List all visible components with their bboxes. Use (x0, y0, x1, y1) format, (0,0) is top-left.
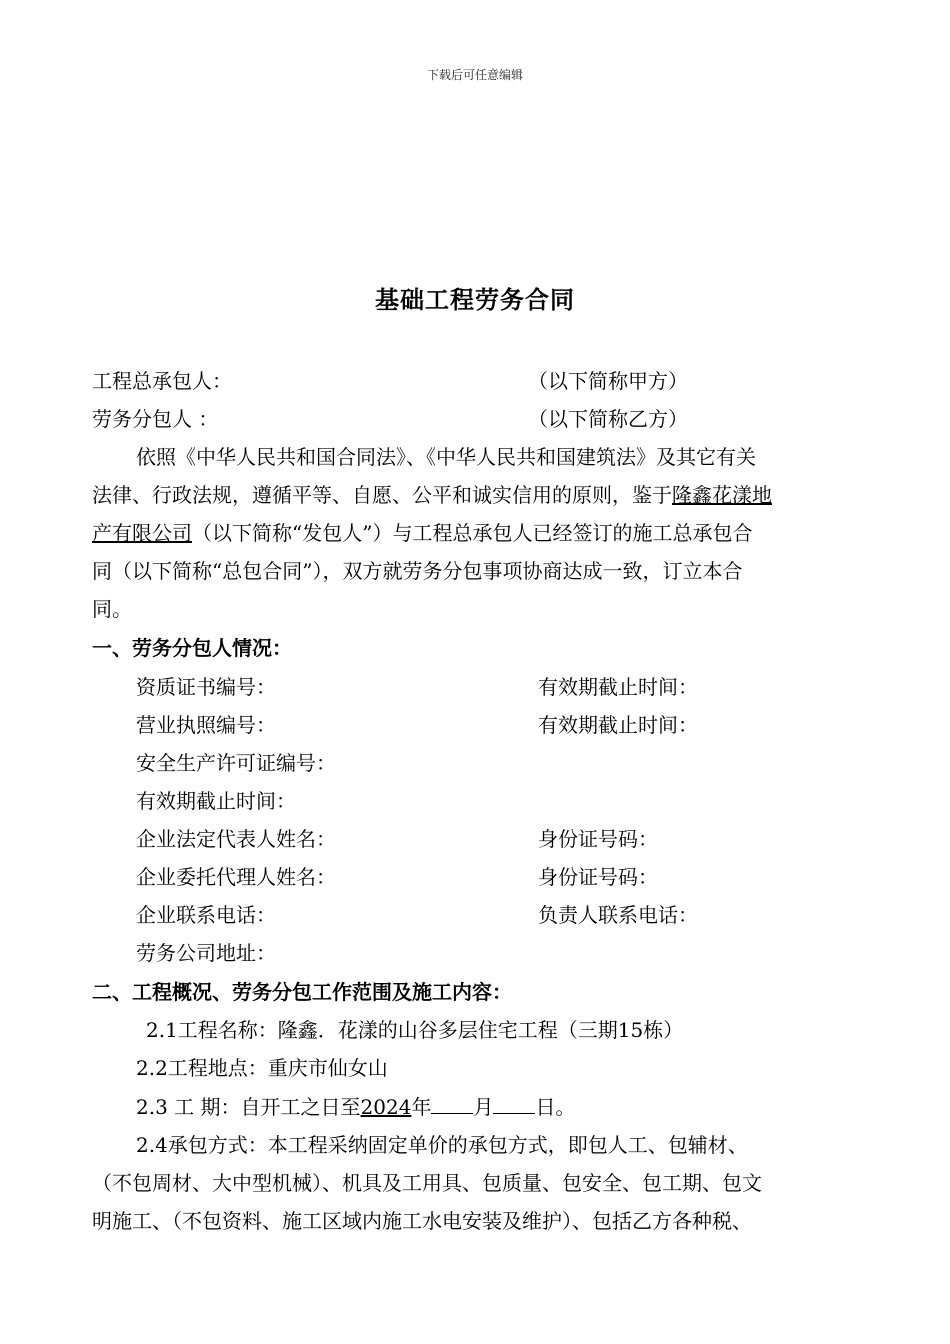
license-no-label: 营业执照编号： (136, 713, 276, 737)
intro-text: 法律、行政法规，遵循平等、自愿、公平和诚实信用的原则，鉴于 (92, 483, 672, 507)
download-note: 下载后可任意编辑 (426, 68, 523, 82)
project-location: 2.2工程地点：重庆市仙女山 (136, 1056, 388, 1080)
general-contractor-alias: （以下简称甲方） (528, 369, 688, 393)
general-contractor-label: 工程总承包人： (92, 369, 232, 393)
qualification-no-label: 资质证书编号： (136, 675, 276, 699)
id-no-label: 身份证号码： (538, 827, 658, 851)
address-label: 劳务公司地址： (136, 941, 276, 965)
company-phone-label: 企业联系电话： (136, 903, 276, 927)
id-no-label: 身份证号码： (538, 865, 658, 889)
project-name: 2.1工程名称：隆鑫．花漾的山谷多层住宅工程（三期15栋） (146, 1018, 684, 1042)
document-title: 基础工程劳务合同 (375, 285, 575, 314)
period-year-unit: 年 (411, 1095, 432, 1119)
month-blank (431, 1093, 473, 1114)
intro-text: （以下简称“发包人”）与工程总承包人已经签订的施工总承包合 (192, 521, 753, 545)
construction-period (136, 1093, 575, 1121)
contract-method-line: 明施工、（不包资料、施工区域内施工水电安装及维护）、包括乙方各种税、 (92, 1209, 752, 1233)
subcontractor-label: 劳务分包人 ： (92, 407, 219, 431)
section-2-heading: 二、工程概况、劳务分包工作范围及施工内容： (92, 980, 512, 1004)
period-day-unit: 日。 (535, 1095, 576, 1119)
contract-method-line: 2.4承包方式：本工程采纳固定单价的承包方式，即包人工、包辅材、 (136, 1133, 748, 1157)
manager-phone-label: 负责人联系电话： (538, 903, 698, 927)
validity-label: 有效期截止时间： (538, 675, 698, 699)
contract-method-line: （不包周材、大中型机械）、机具及工用具、包质量、包安全、包工期、包文 (92, 1171, 762, 1195)
period-text: 2.3 工 期：自开工之日至 (136, 1095, 361, 1119)
intro-line (92, 519, 752, 547)
intro-line: 依照《中华人民共和国合同法》、《中华人民共和国建筑法》及其它有关 (136, 445, 756, 469)
period-year: 2024 (360, 1095, 412, 1119)
validity-label: 有效期截止时间： (136, 789, 296, 813)
subcontractor-alias: （以下简称乙方） (528, 407, 688, 431)
employer-company-name: 隆鑫花漾地 (672, 483, 772, 507)
intro-line: 同。 (92, 597, 132, 621)
safety-permit-label: 安全生产许可证编号： (136, 751, 336, 775)
intro-line: 同（以下简称“总包合同”），双方就劳务分包事项协商达成一致，订立本合 (92, 559, 743, 583)
day-blank (493, 1093, 535, 1114)
validity-label: 有效期截止时间： (538, 713, 698, 737)
intro-line (92, 481, 772, 509)
section-1-heading: 一、劳务分包人情况： (92, 636, 292, 660)
period-month-unit: 月 (473, 1095, 494, 1119)
legal-rep-label: 企业法定代表人姓名： (136, 827, 336, 851)
employer-company-name: 产有限公司 (92, 521, 192, 545)
agent-label: 企业委托代理人姓名： (136, 865, 336, 889)
